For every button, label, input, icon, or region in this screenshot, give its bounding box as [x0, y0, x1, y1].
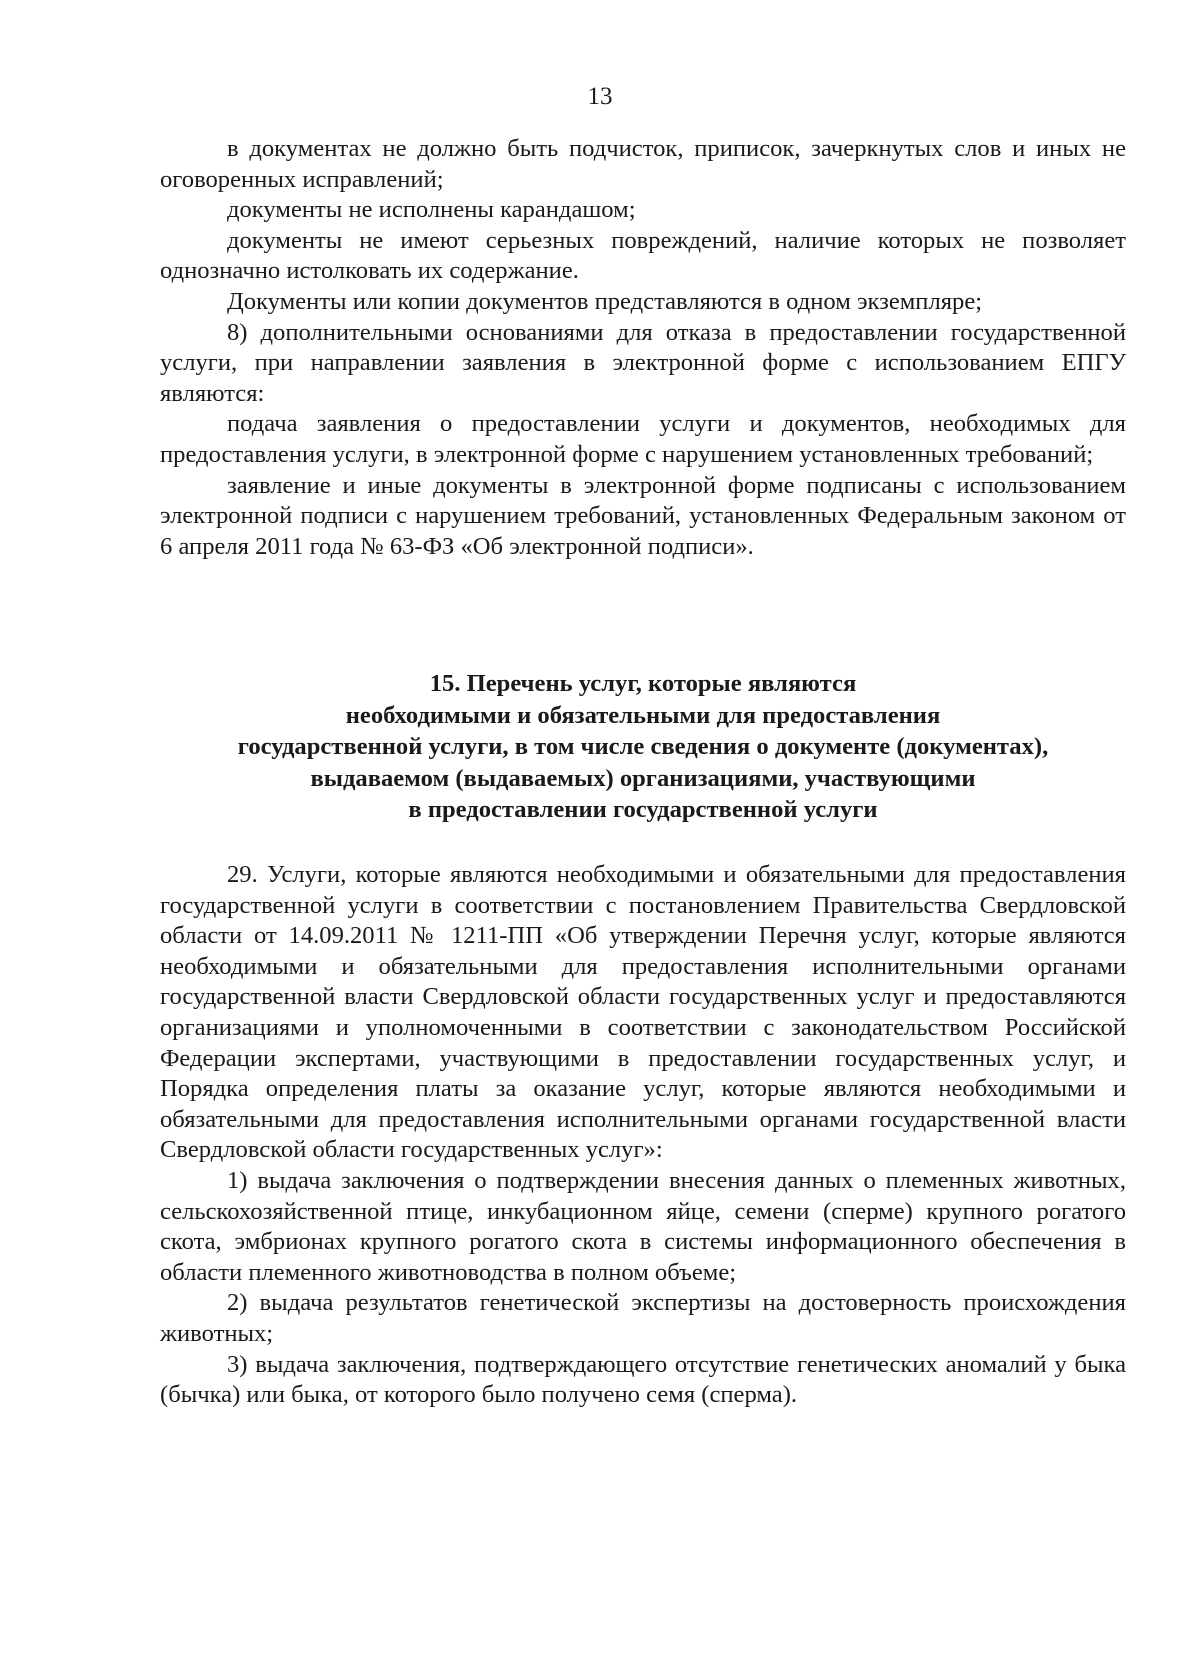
section-heading-line: выдаваемом (выдаваемых) организациями, участвующими — [310, 764, 976, 792]
paragraph-single-copy: Документы или копии документов представляются в одном экземпляре; — [227, 287, 983, 315]
paragraph-electronic-submission: подача заявления о предоставлении услуги и документов, необходимых для предоставления услуги, в электронной форме с нарушением установленных требований; — [160, 410, 1126, 468]
section-heading-line: необходимыми и обязательными для предоставления — [345, 701, 941, 729]
paragraph-no-pencil: документы не исполнены карандашом; — [227, 196, 636, 224]
section-heading-line: в предоставлении государственной услуги — [408, 796, 878, 823]
list-item-1: 1) выдача заключения о подтверждении внесения данных о племенных животных, сельскохозяйственной птице, инкубационном яйце, семени (сперме) крупного рогатого скота, эмбрионах крупного рогатого скота в системы информационного обеспечения в области племенного животноводства в полном объеме; — [160, 1166, 1126, 1286]
paragraph-item-8: 8) дополнительными основаниями для отказа в предоставлении государственной услуги, при направлении заявления в электронной форме с использованием ЕПГУ являются: — [160, 318, 1126, 407]
paragraph-no-corrections: в документах не должно быть подчисток, приписок, зачеркнутых слов и иных не оговоренных исправлений; — [160, 135, 1126, 193]
requirements-text-block — [160, 134, 1126, 562]
page-number: 13 — [587, 83, 613, 110]
paragraph-no-damage: документы не имеют серьезных повреждений, наличие которых не позволяет однозначно истолковать их содержание. — [160, 226, 1126, 285]
paragraph-item-29: 29. Услуги, которые являются необходимыми и обязательными для предоставления государственной услуги в соответствии с постановлением Правительства Свердловской области от 14.09.2011 № 1211-ПП «Об утверждении Перечня услуг, которые являются необходимыми и обязательными для предоставления исполнительными органами государственной власти Свердловской области государственных услуг и предоставляются организациями и уполномоченными в соответствии с законодательством Российской Федерации экспертами, участвующими в предоставлении государственных услуг, и Порядка определения платы за оказание услуг, которые являются необходимыми и обязательными для предоставления исполнительными органами государственной власти Свердловской области государственных услуг»: — [160, 861, 1126, 1164]
section-heading — [160, 668, 1126, 826]
section-heading-line: 15. Перечень услуг, которые являются — [429, 670, 857, 697]
section-heading-line: государственной услуги, в том числе сведения о документе (документах), — [237, 733, 1049, 760]
list-item-2: 2) выдача результатов генетической экспертизы на достоверность происхождения животных; — [160, 1289, 1126, 1347]
services-text-block — [160, 860, 1126, 1411]
list-item-3: 3) выдача заключения, подтверждающего отсутствие генетических аномалий у быка (бычка) или быка, от которого было получено семя (сперма). — [160, 1350, 1126, 1409]
paragraph-electronic-signature: заявление и иные документы в электронной форме подписаны с использованием электронной подписи с нарушением требований, установленных Федеральным законом от 6 апреля 2011 года № 63-ФЗ «Об электронной подписи». — [160, 471, 1126, 560]
